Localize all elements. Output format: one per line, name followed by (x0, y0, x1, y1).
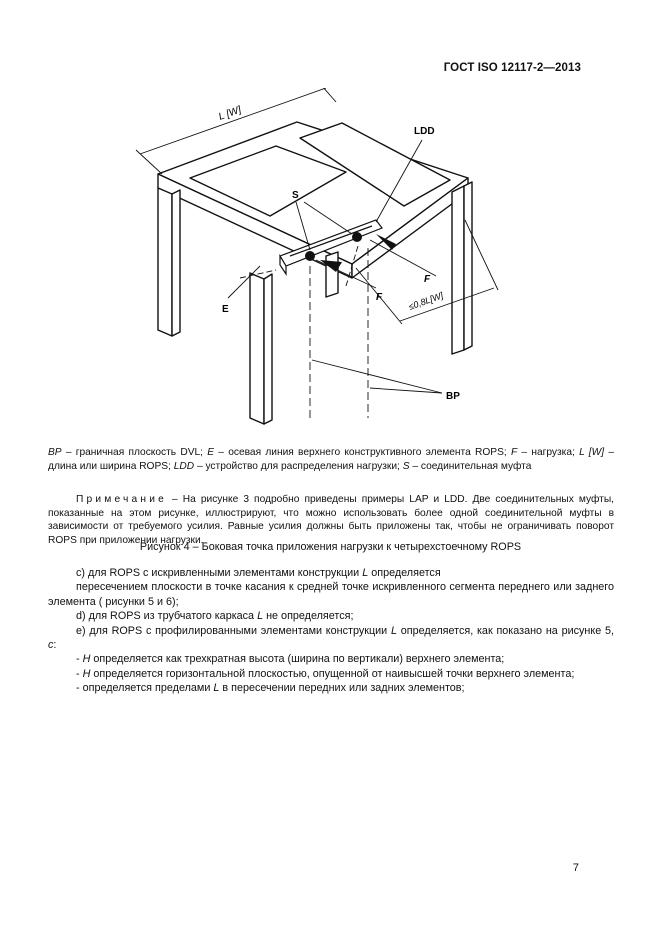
label-f1: F (424, 274, 431, 285)
label-f2: F (376, 292, 383, 303)
note-label: Примечание (76, 494, 167, 505)
item-e-3: - определяется пределами L в пересечении передних или задних элементов; (76, 682, 465, 695)
item-e-1: - H определяется как трехкратная высота (ширина по вертикали) верхнего элемента; (76, 653, 505, 666)
post-back (326, 252, 338, 297)
item-c: c) для ROPS с искривленными элементами конструкции L определяется (76, 567, 441, 579)
page-number: 7 (572, 862, 579, 874)
item-d: d) для ROPS из трубчатого каркаса L не определяется; (76, 610, 354, 623)
figure-legend: BP – граничная плоскость DVL; E – осевая линия верхнего конструктивного элемента ROPS; F – нагрузка; L [W] – длина или ширина ROPS; LDD – устройство для распределения нагрузки; S – соединительная муфта (48, 447, 614, 472)
post-left (158, 188, 172, 336)
label-bp: BP (446, 391, 460, 402)
coupling-2 (352, 232, 362, 242)
label-s: S (292, 190, 299, 201)
body-text (48, 566, 614, 696)
label-ldd: LDD (414, 126, 435, 137)
post-right (452, 186, 464, 354)
doc-header: ГОСТ ISO 12117-2—2013 (443, 62, 581, 74)
rops-figure (100, 88, 570, 433)
item-c-cont: пересечением плоскости в точке касания к средней точке искривленного сегмента переднего или заднего элемента ( рисунки 5 и 6); (48, 581, 614, 608)
post-front (250, 273, 264, 424)
item-e-2: - H определяется горизонтальной плоскостью, опущенной от наивысшей точки верхнего элемента; (76, 667, 575, 680)
item-e: e) для ROPS с профилированными элементами конструкции L определяется, как показано на рисунке 5, c: (48, 624, 614, 652)
figure-note (48, 493, 614, 547)
label-e: E (222, 304, 229, 315)
note-text: – На рисунке 3 подробно приведены примеры LAP и LDD. Две соединительных муфты, показанные на этом рисунке, иллюстрируют, что можно использовать более одной соединительной муфты в зависимости от требуемого усилия. Равные усилия должны быть приложены так, чтобы не ограничивать поворот ROPS при приложении нагрузки. (48, 494, 614, 546)
figure-caption: Рисунок 4 – Боковая точка приложения нагрузки к четырехстоечному ROPS (139, 541, 522, 553)
coupling-1 (305, 251, 315, 261)
label-lw: L [W] (217, 104, 243, 123)
rops-drawing (100, 88, 570, 433)
label-dim: ≤0,8L[W] (407, 290, 445, 312)
